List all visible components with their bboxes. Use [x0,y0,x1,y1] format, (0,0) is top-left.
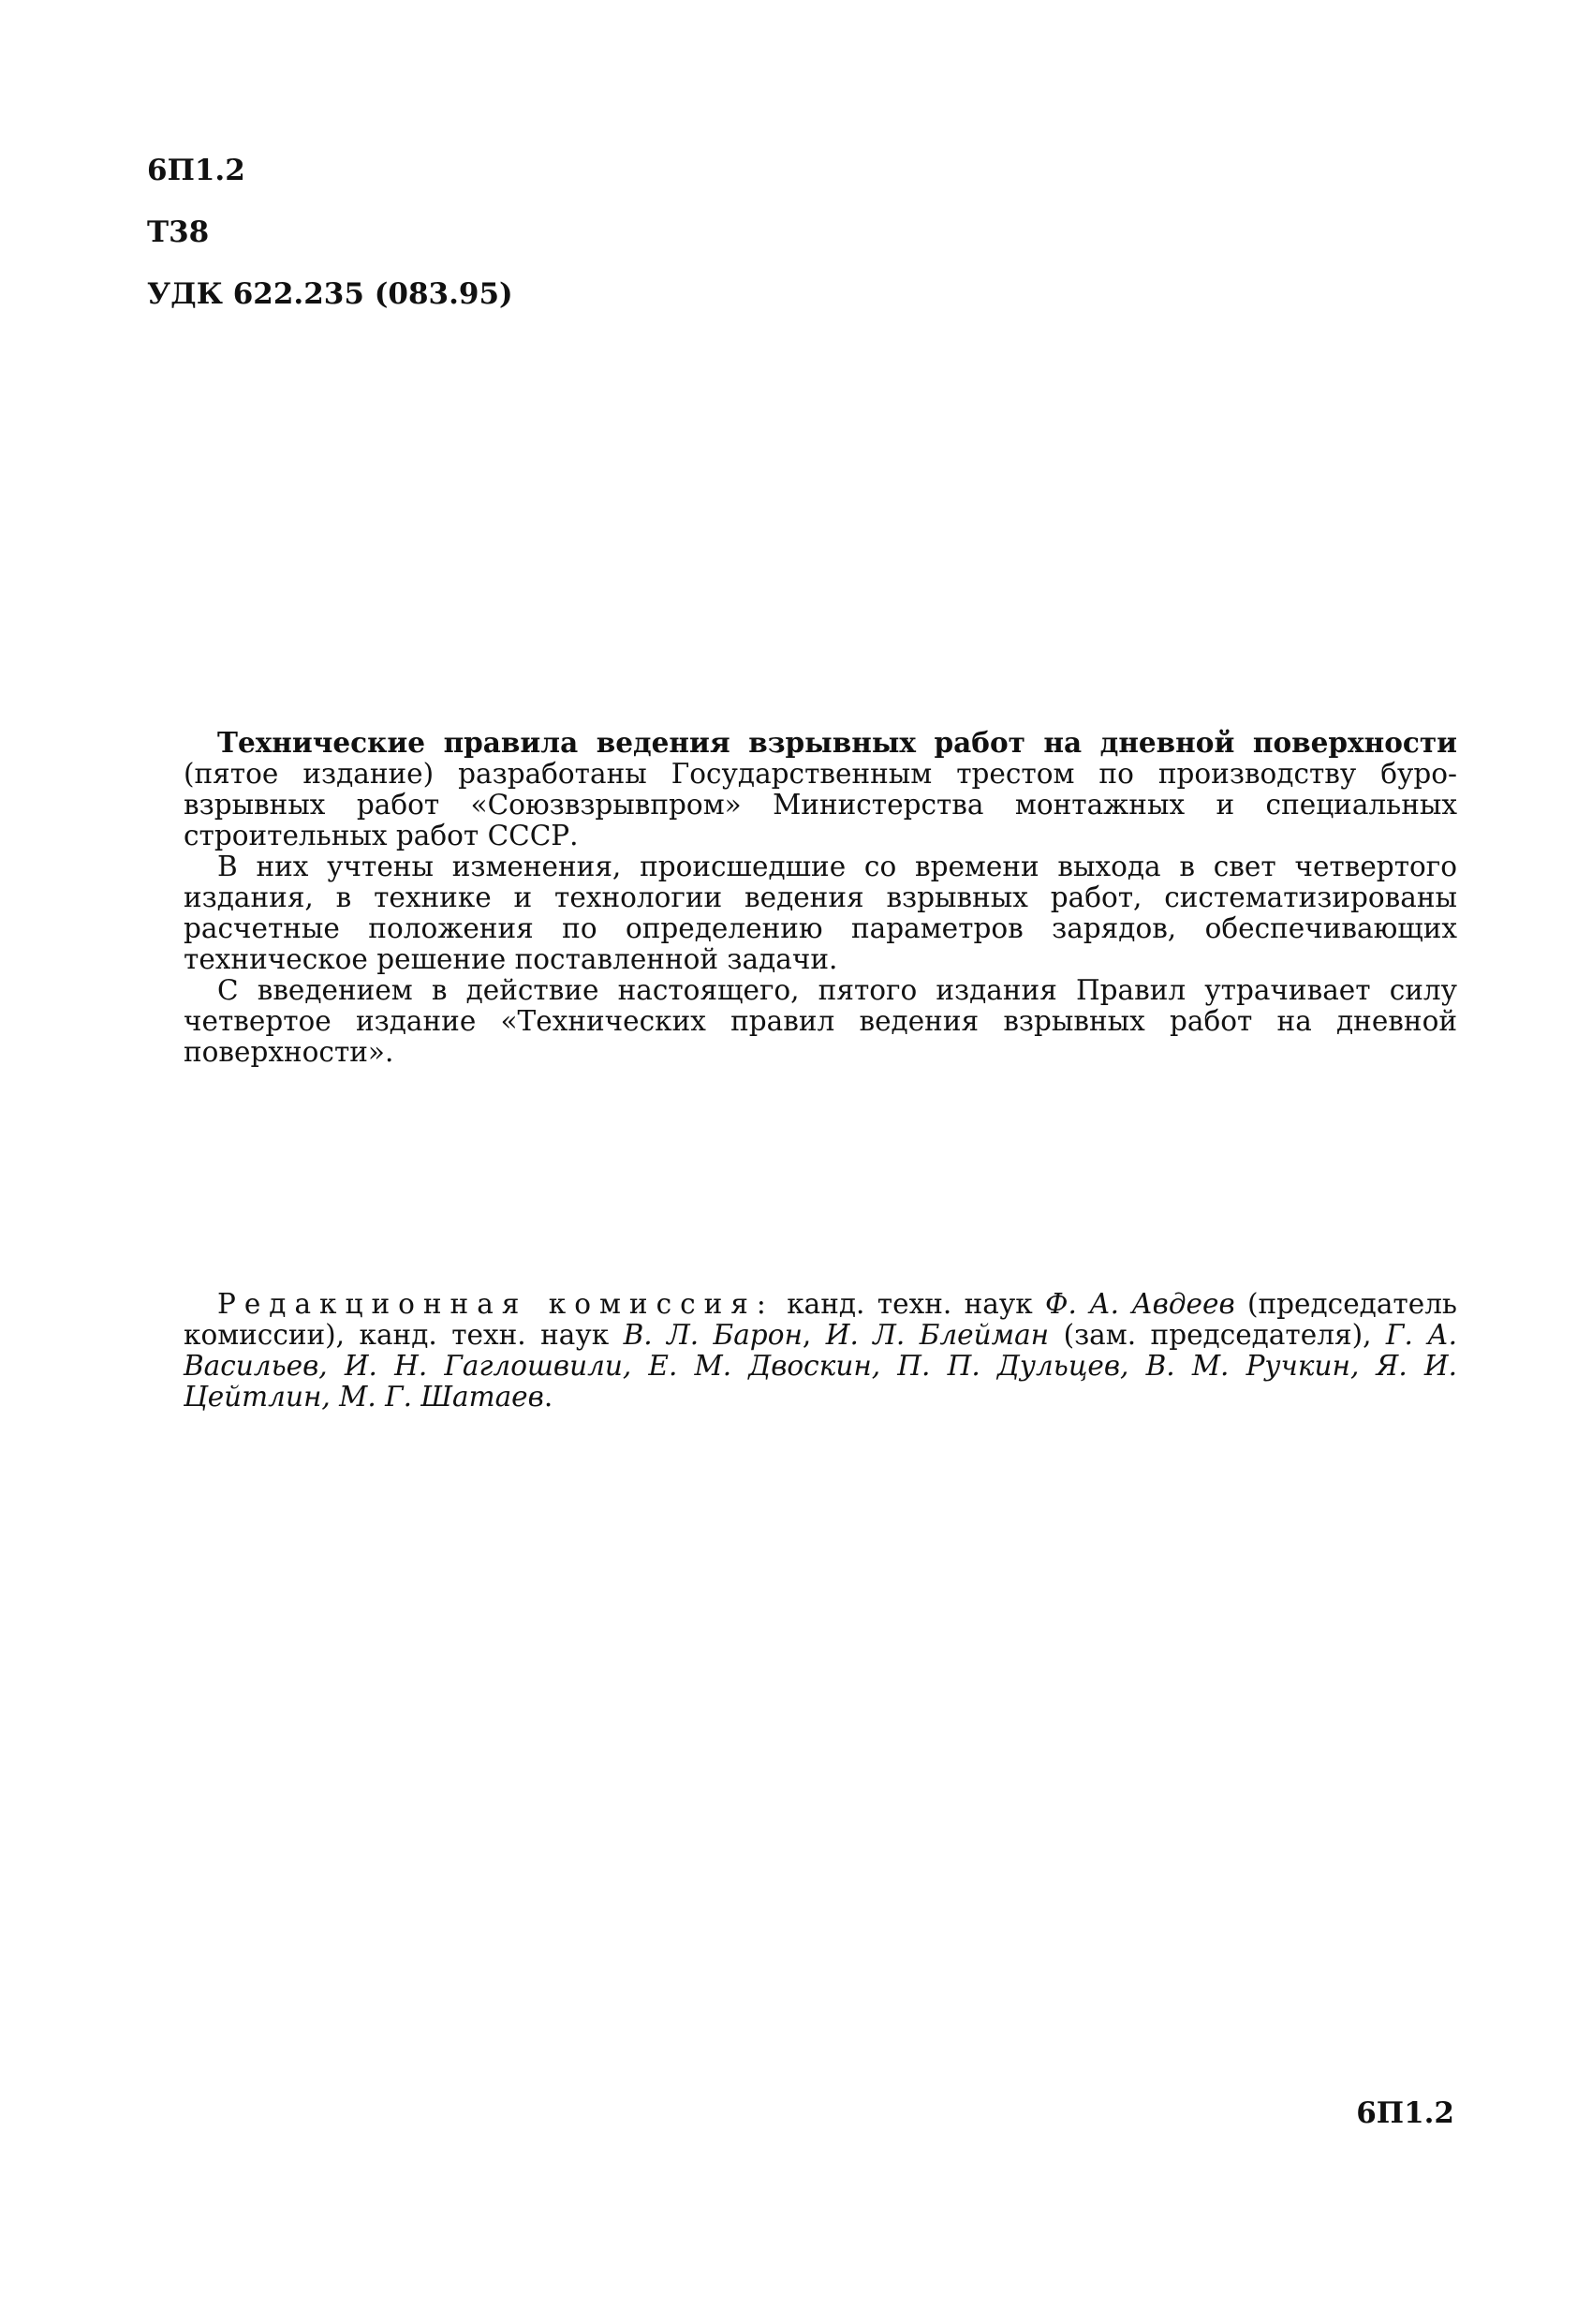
editorial-commission [184,1289,1457,1413]
commission-deputy-name: И. Л. Блейман [825,1319,1050,1351]
commission-member-name: В. Л. Барон [623,1319,803,1351]
abstract-paragraph-1 [184,727,1457,851]
abstract-p1-text: (пятое издание) разработаны Государственным трестом по производству буро-взрывных работ «Союзвзрывпром» Министерства монтажных и специальных строительных работ СССР. [184,758,1457,851]
commission-paragraph [184,1289,1457,1413]
commission-end: . [543,1381,553,1413]
classification-code: 6П1.2 [147,154,245,187]
abstract-lead: Технические правила ведения взрывных работ на дневной поверхности [217,726,1457,759]
commission-members: Г. А. Васильев, И. Н. Гаглошвили, Е. М. Двоскин, П. П. Дульцев, В. М. Ручкин, Я. И. Цейтлин, М. Г. Шатаев [184,1319,1457,1413]
commission-chair-name: Ф. А. Авдеев [1045,1288,1235,1320]
catalog-index: Т38 [147,215,210,249]
abstract-paragraph-3: С введением в действие настоящего, пятого издания Правил утрачивает силу четвертое издание «Технических правил ведения взрывных работ на дневной поверхности». [184,974,1457,1068]
abstract-paragraph-2: В них учтены изменения, происшедшие со времени выхода в свет четвертого издания, в технике и технологии ведения взрывных работ, систематизированы расчетные положения по определению параметров зарядов, обеспечивающих техническое решение поставленной задачи. [184,851,1457,975]
commission-heading: Редакционная комиссия: [217,1288,774,1320]
commission-chair-role: (председатель комиссии), канд. техн. наук [184,1288,1457,1351]
commission-deputy-role: (зам. председателя), [1049,1319,1386,1351]
commission-degree: канд. техн. наук [774,1288,1046,1320]
abstract [184,727,1457,1068]
commission-separator: , [802,1319,826,1351]
footer-code: 6П1.2 [1356,2096,1454,2130]
udc-code: УДК 622.235 (083.95) [147,277,513,311]
header-codes [147,152,513,337]
